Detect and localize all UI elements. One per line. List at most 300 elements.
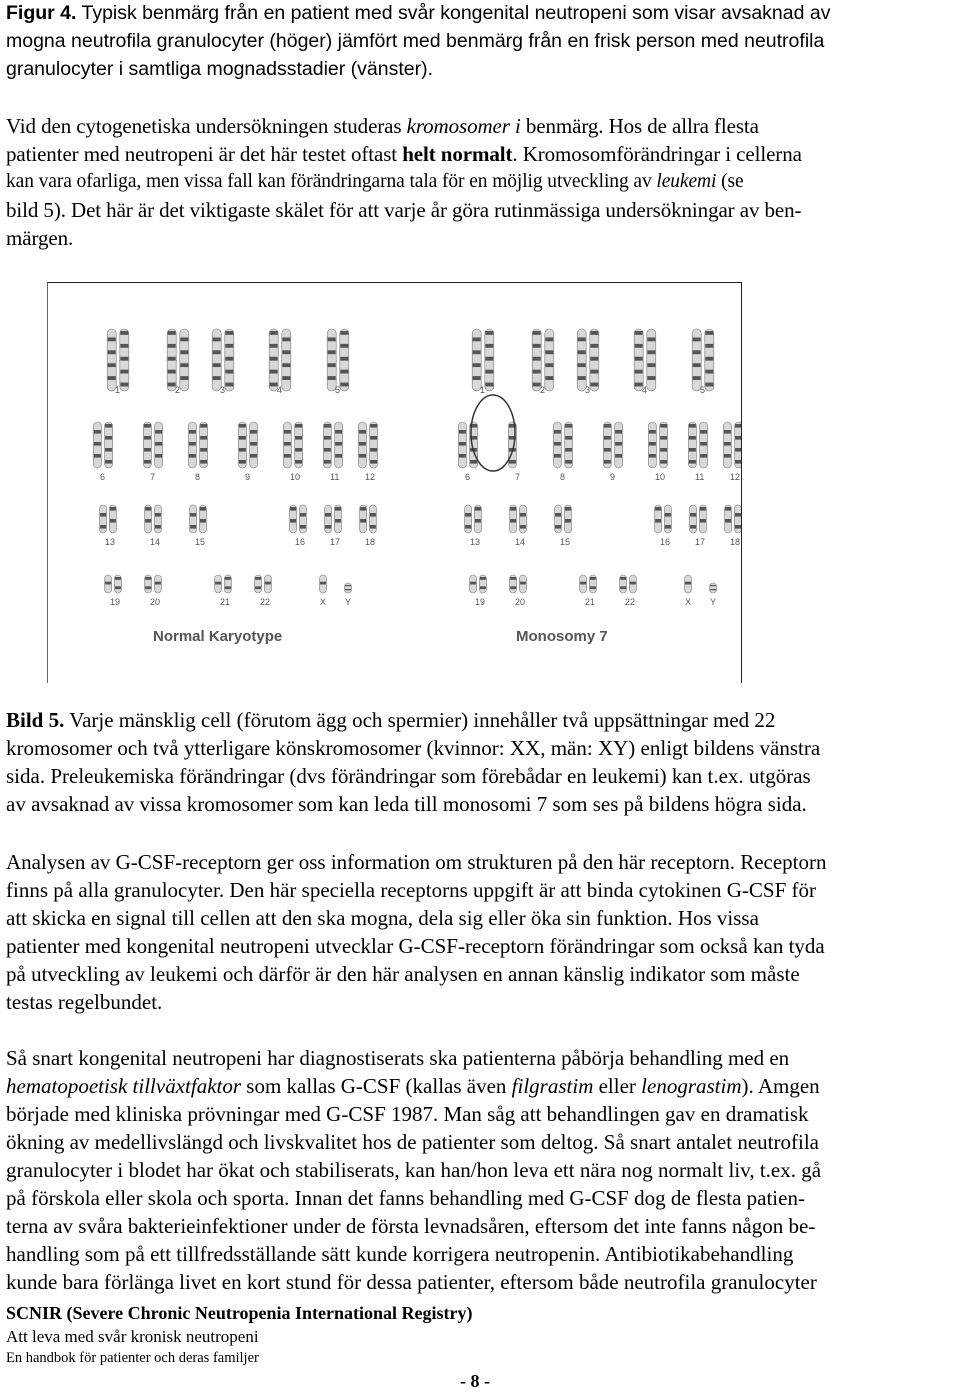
italic-run: hematopoetisk tillväxtfaktor	[6, 1074, 242, 1098]
chromosome-band	[665, 525, 671, 529]
chromosome-number-label: 3	[220, 385, 226, 395]
chromosome-band	[324, 460, 331, 464]
chromosome-band	[635, 344, 643, 348]
chromosome-band	[239, 448, 246, 452]
chromosome-band	[660, 436, 667, 440]
chromosome-band	[473, 376, 481, 380]
chromosome-band	[270, 331, 278, 335]
chromosome-number-label: 5	[700, 385, 706, 395]
chromosome-band	[485, 331, 493, 335]
chromosome-band	[693, 337, 701, 341]
chromosome-band	[459, 430, 466, 434]
chromosome-band	[225, 370, 233, 374]
chromosome-band	[590, 331, 598, 335]
chromosome-band	[155, 430, 162, 434]
chromosome-band	[475, 519, 481, 523]
text-line: på förskola eller skola och sporta. Innan det fanns behandling med G-CSF dog de flesta patien-	[6, 1186, 805, 1210]
chromosome-band	[225, 357, 233, 361]
text-run: benmärg. Hos de allra flesta	[520, 114, 759, 138]
chromosome-number-label: X	[685, 597, 692, 607]
chromosome-band	[735, 448, 741, 452]
chromosome-band	[110, 507, 116, 511]
chromosome-band	[485, 370, 493, 374]
chromosome-number-label: 3	[585, 385, 591, 395]
chromosome-band	[328, 376, 336, 380]
chromosome-band	[189, 454, 196, 458]
chromosome-band	[690, 513, 696, 517]
chromosome-band	[590, 383, 598, 387]
italic-run: filgrastim	[511, 1074, 594, 1098]
chromosome-number-label: 4	[277, 385, 283, 395]
chromosome-band	[340, 331, 348, 335]
chromosome-band	[635, 357, 643, 361]
chromosome-band	[328, 350, 336, 354]
chromosome-band	[735, 513, 741, 517]
chromosome-band	[360, 507, 366, 511]
chromosome-band	[578, 350, 586, 354]
text-line: började med kliniska prövningar med G-CSF 1987. Man såg att behandlingen gav en dramatisk	[6, 1102, 809, 1126]
chromosome-band	[655, 519, 661, 523]
chromosome-band	[565, 448, 572, 452]
chromosome-band	[660, 460, 667, 464]
chromosome-band	[578, 337, 586, 341]
chromosome-band	[510, 586, 516, 589]
chromosome-band	[475, 507, 481, 511]
text-line: bild 5). Det här är det viktigaste skälet för att varje år göra rutinmässiga undersökningar av ben-	[6, 198, 802, 222]
chromosome-shape	[734, 505, 741, 533]
chromosome-band	[615, 454, 622, 458]
chromosome-band	[200, 424, 207, 428]
chromosome-band	[239, 424, 246, 428]
text-line: Analysen av G-CSF-receptorn ger oss information om strukturen på den här receptorn. Receptorn	[6, 850, 827, 874]
chromosome-band	[485, 357, 493, 361]
chromosome-band	[690, 525, 696, 529]
chromosome-number-label: 13	[470, 537, 481, 547]
chromosome-band	[630, 582, 636, 585]
gcsf-receptor-paragraph	[6, 848, 956, 1016]
chromosome-band	[459, 454, 466, 458]
bild5-label: Bild 5.	[6, 708, 65, 732]
text-run: eller	[593, 1074, 642, 1098]
karyotype-figure	[48, 283, 741, 683]
chromosome-band	[324, 424, 331, 428]
chromosome-band	[200, 519, 206, 523]
text-line: terna av svåra bakterieinfektioner under de första levnadsåren, eftersom det inte fanns någon be-	[6, 1214, 816, 1238]
chromosome-band	[360, 519, 366, 523]
italic-run: kromosomer i	[406, 114, 521, 138]
chromosome-number-label: 12	[730, 472, 741, 482]
chromosome-band	[94, 442, 101, 446]
text-run: patienter med neutropeni är det här testet oftast	[6, 142, 403, 166]
chromosome-number-label: X	[320, 597, 327, 607]
chromosome-band	[115, 586, 121, 589]
text-line: Så snart kongenital neutropeni har diagnostiserats ska patienterna påbörja behandling med en	[6, 1046, 790, 1070]
text-line: handling som på ett tillfredsställande sätt kunde korrigera neutropenin. Antibiotikabehandling	[6, 1242, 794, 1266]
italic-run: lenograstim	[641, 1074, 742, 1098]
chromosome-band	[693, 376, 701, 380]
chromosome-band	[724, 442, 731, 446]
chromosome-band	[189, 442, 196, 446]
chromosome-band	[325, 513, 331, 517]
chromosome-band	[724, 430, 731, 434]
chromosome-band	[190, 525, 196, 529]
chromosome-band	[700, 454, 707, 458]
chromosome-shape	[345, 583, 352, 593]
chromosome-band	[180, 350, 188, 354]
text-line: kunde bara förlänga livet en kort stund för dessa patienter, eftersom både neutrofila granulocyter	[6, 1270, 817, 1294]
chromosome-band	[520, 582, 526, 585]
chromosome-band	[509, 460, 516, 464]
chromosome-band	[359, 442, 366, 446]
footer-organization: SCNIR (Severe Chronic Neutropenia International Registry)	[6, 1303, 473, 1323]
chromosome-band	[555, 525, 561, 529]
chromosome-band	[200, 460, 207, 464]
chromosome-band	[545, 350, 553, 354]
chromosome-band	[300, 525, 306, 529]
chromosome-band	[295, 436, 302, 440]
figure4-caption	[6, 0, 956, 83]
chromosome-band	[94, 454, 101, 458]
chromosome-band	[735, 460, 741, 464]
text-run: som kallas G-CSF (kallas även	[241, 1074, 512, 1098]
chromosome-band	[705, 331, 713, 335]
chromosome-shape	[325, 505, 332, 533]
text-line: testas regelbundet.	[6, 990, 163, 1014]
chromosome-band	[590, 586, 596, 589]
chromosome-band	[120, 370, 128, 374]
text-line: att skicka en signal till cellen att den ska mogna, dela sig eller öka sin funktion. Hos vissa	[6, 906, 759, 930]
chromosome-band	[665, 513, 671, 517]
chromosome-band	[590, 344, 598, 348]
chromosome-band	[459, 442, 466, 446]
chromosome-number-label: 1	[480, 385, 486, 395]
text-line: kromosomer och två ytterligare könskromosomer (kvinnor: XX, män: XY) enligt bildens vänstra	[6, 736, 821, 760]
chromosome-band	[473, 363, 481, 367]
chromosome-band	[465, 525, 471, 529]
chromosome-band	[239, 436, 246, 440]
chromosome-number-label: 20	[515, 597, 526, 607]
text-line: granulocyter i blodet har ökat och stabiliserats, kan han/hon leva ett nära nog normalt liv, t.ex. gå	[6, 1158, 822, 1182]
chromosome-band	[155, 442, 162, 446]
chromosome-band	[300, 513, 306, 517]
chromosome-shape	[690, 505, 697, 533]
page-number: - 8 -	[460, 1371, 490, 1391]
chromosome-band	[533, 331, 541, 335]
chromosome-band	[340, 357, 348, 361]
bild5-caption	[6, 706, 956, 818]
chromosome-band	[689, 436, 696, 440]
chromosome-number-label: 18	[365, 537, 376, 547]
chromosome-band	[295, 424, 302, 428]
cytogenetics-paragraph	[6, 112, 956, 252]
chromosome-band	[144, 448, 151, 452]
chromosome-number-label: 11	[330, 472, 340, 482]
chromosome-number-label: 22	[625, 597, 636, 607]
chromosome-band	[335, 454, 342, 458]
chromosome-band	[265, 582, 271, 585]
chromosome-number-label: 8	[560, 472, 566, 482]
chromosome-band	[700, 442, 707, 446]
chromosome-number-label: Y	[710, 597, 717, 607]
chromosome-band	[145, 577, 151, 580]
chromosome-band	[200, 436, 207, 440]
chromosome-band	[213, 363, 221, 367]
chromosome-shape	[299, 505, 306, 533]
chromosome-band	[604, 424, 611, 428]
bold-run: helt normalt	[402, 142, 513, 166]
chromosome-band	[282, 376, 290, 380]
chromosome-band	[145, 519, 151, 523]
chromosome-band	[647, 376, 655, 380]
chromosome-band	[120, 344, 128, 348]
chromosome-number-label: 22	[260, 597, 271, 607]
chromosome-band	[168, 370, 176, 374]
chromosome-band	[284, 442, 291, 446]
chromosome-band	[370, 513, 376, 517]
chromosome-number-label: 17	[695, 537, 706, 547]
chromosome-band	[155, 513, 161, 517]
chromosome-band	[580, 582, 586, 585]
chromosome-band	[270, 370, 278, 374]
chromosome-number-label: Y	[345, 597, 352, 607]
chromosome-band	[565, 519, 571, 523]
chromosome-band	[168, 357, 176, 361]
figure4-line-2: mogna neutrofila granulocyter (höger) jämfört med benmärg från en frisk person med neutrofila	[6, 30, 825, 52]
chromosome-band	[693, 350, 701, 354]
chromosome-band	[685, 582, 691, 585]
chromosome-band	[465, 513, 471, 517]
chromosome-band	[533, 344, 541, 348]
chromosome-band	[700, 430, 707, 434]
chromosome-band	[554, 430, 561, 434]
chromosome-band	[649, 430, 656, 434]
chromosome-band	[735, 525, 741, 529]
chromosome-band	[335, 430, 342, 434]
chromosome-band	[545, 376, 553, 380]
chromosome-band	[110, 519, 116, 523]
chromosome-band	[108, 350, 116, 354]
chromosome-band	[105, 448, 112, 452]
chromosome-shape	[519, 505, 526, 533]
chromosome-number-label: 16	[660, 537, 671, 547]
text-run: ). Amgen	[741, 1074, 820, 1098]
chromosome-band	[533, 357, 541, 361]
chromosome-band	[155, 525, 161, 529]
chromosome-band	[473, 350, 481, 354]
chromosome-band	[213, 337, 221, 341]
chromosome-band	[105, 582, 111, 585]
chromosome-band	[485, 383, 493, 387]
chromosome-band	[578, 376, 586, 380]
chromosome-band	[735, 436, 741, 440]
chromosome-band	[295, 448, 302, 452]
chromosome-band	[370, 436, 377, 440]
chromosome-band	[340, 383, 348, 387]
chromosome-band	[295, 460, 302, 464]
chromosome-shape	[710, 583, 717, 593]
chromosome-band	[735, 424, 741, 428]
chromosome-band	[282, 350, 290, 354]
chromosome-band	[100, 513, 106, 517]
chromosome-number-label: 10	[655, 472, 666, 482]
chromosome-band	[725, 507, 731, 511]
chromosome-band	[689, 460, 696, 464]
text-run: Varje mänsklig cell (förutom ägg och spermier) innehåller två uppsättningar med 22	[64, 708, 776, 732]
chromosome-band	[705, 370, 713, 374]
chromosome-band	[282, 363, 290, 367]
chromosome-band	[120, 383, 128, 387]
chromosome-band	[470, 460, 477, 464]
chromosome-number-label: 15	[195, 537, 206, 547]
chromosome-band	[473, 337, 481, 341]
chromosome-band	[710, 589, 716, 590]
chromosome-band	[480, 577, 486, 580]
chromosome-shape	[369, 505, 376, 533]
chromosome-shape	[555, 505, 562, 533]
chromosome-band	[705, 383, 713, 387]
chromosome-band	[290, 507, 296, 511]
text-line: ökning av medellivslängd och livskvalitet hos de patienter som deltog. Så snart antalet neutrofila	[6, 1130, 819, 1154]
chromosome-number-label: 19	[475, 597, 486, 607]
chromosome-band	[545, 337, 553, 341]
chromosome-shape	[465, 505, 472, 533]
chromosome-band	[180, 337, 188, 341]
chromosome-number-label: 7	[515, 472, 521, 482]
chromosome-number-label: 12	[365, 472, 376, 482]
chromosome-band	[620, 586, 626, 589]
chromosome-band	[324, 436, 331, 440]
chromosome-number-label: 14	[150, 537, 161, 547]
text-line: märgen.	[6, 226, 74, 250]
chromosome-number-label: 9	[610, 472, 616, 482]
chromosome-band	[359, 430, 366, 434]
karyotype-figure-frame	[47, 282, 742, 683]
chromosome-number-label: 2	[540, 385, 546, 395]
chromosome-band	[225, 577, 231, 580]
chromosome-band	[250, 430, 257, 434]
chromosome-band	[649, 454, 656, 458]
text-line: av avsaknad av vissa kromosomer som kan leda till monosomi 7 som ses på bildens högra sida.	[6, 792, 807, 816]
chromosome-number-label: 20	[150, 597, 161, 607]
chromosome-band	[284, 454, 291, 458]
chromosome-band	[144, 436, 151, 440]
chromosome-band	[647, 363, 655, 367]
chromosome-number-label: 19	[110, 597, 121, 607]
chromosome-band	[108, 363, 116, 367]
chromosome-number-label: 2	[175, 385, 181, 395]
chromosome-band	[710, 585, 716, 586]
chromosome-band	[189, 430, 196, 434]
chromosome-band	[615, 430, 622, 434]
chromosome-band	[620, 577, 626, 580]
chromosome-band	[250, 442, 257, 446]
footer-book-title: Att leva med svår kronisk neutropeni	[6, 1327, 259, 1346]
chromosome-band	[689, 448, 696, 452]
chromosome-number-label: 9	[245, 472, 251, 482]
chromosome-band	[225, 586, 231, 589]
chromosome-band	[250, 454, 257, 458]
chromosome-band	[604, 460, 611, 464]
chromosome-band	[520, 525, 526, 529]
chromosome-band	[359, 454, 366, 458]
chromosome-band	[554, 442, 561, 446]
text-line: på utveckling av leukemi och därför är den här analysen en annan känslig indikator som måste	[6, 962, 800, 986]
chromosome-band	[725, 519, 731, 523]
chromosome-band	[200, 448, 207, 452]
chromosome-band	[655, 507, 661, 511]
chromosome-band	[120, 331, 128, 335]
chromosome-band	[693, 363, 701, 367]
chromosome-band	[270, 357, 278, 361]
chromosome-band	[145, 507, 151, 511]
text-line: finns på alla granulocyter. Den här speciella receptorns uppgift är att binda cytokinen G-CSF för	[6, 878, 816, 902]
chromosome-band	[328, 363, 336, 367]
chromosome-band	[120, 357, 128, 361]
chromosome-band	[647, 350, 655, 354]
chromosome-band	[215, 582, 221, 585]
chromosome-band	[590, 577, 596, 580]
chromosome-band	[168, 344, 176, 348]
chromosome-number-label: 15	[560, 537, 571, 547]
chromosome-shape	[664, 505, 671, 533]
chromosome-band	[565, 424, 572, 428]
chromosome-band	[282, 337, 290, 341]
chromosome-band	[105, 460, 112, 464]
text-run: Vid den cytogenetiska undersökningen studeras	[6, 114, 407, 138]
chromosome-band	[255, 577, 261, 580]
chromosome-band	[647, 337, 655, 341]
chromosome-shape	[154, 505, 161, 533]
chromosome-band	[485, 344, 493, 348]
chromosome-band	[345, 585, 351, 586]
chromosome-band	[604, 448, 611, 452]
figure4-line-3: granulocyter i samtliga mognadsstadier (vänster).	[6, 58, 434, 80]
text-run: kan vara ofarliga, men vissa fall kan förändringarna tala för en möjlig utveckling av	[6, 171, 657, 192]
chromosome-band	[225, 344, 233, 348]
chromosome-band	[660, 448, 667, 452]
chromosome-number-label: 7	[150, 472, 156, 482]
chromosome-band	[168, 331, 176, 335]
text-run: . Kromosomförändringar i cellerna	[512, 142, 802, 166]
chromosome-number-label: 1	[115, 385, 121, 395]
chromosome-number-label: 6	[100, 472, 106, 482]
chromosome-band	[255, 586, 261, 589]
text-line: patienter med kongenital neutropeni utvecklar G-CSF-receptorn förändringar som också kan tyda	[6, 934, 825, 958]
chromosome-number-label: 4	[642, 385, 648, 395]
chromosome-band	[108, 337, 116, 341]
chromosome-band	[325, 525, 331, 529]
chromosome-number-label: 16	[295, 537, 306, 547]
chromosome-band	[213, 350, 221, 354]
chromosome-band	[689, 424, 696, 428]
chromosome-band	[105, 436, 112, 440]
chromosome-band	[510, 577, 516, 580]
chromosome-band	[604, 436, 611, 440]
chromosome-band	[565, 460, 572, 464]
chromosome-band	[180, 363, 188, 367]
chromosome-band	[615, 442, 622, 446]
chromosome-band	[290, 519, 296, 523]
chromosome-shape	[100, 505, 107, 533]
chromosome-number-label: 21	[585, 597, 596, 607]
chromosome-number-label: 18	[730, 537, 741, 547]
chromosome-band	[225, 383, 233, 387]
chromosome-band	[578, 363, 586, 367]
chromosome-band	[660, 424, 667, 428]
chromosome-band	[328, 337, 336, 341]
chromosome-band	[190, 513, 196, 517]
italic-run: leukemi	[656, 171, 717, 192]
